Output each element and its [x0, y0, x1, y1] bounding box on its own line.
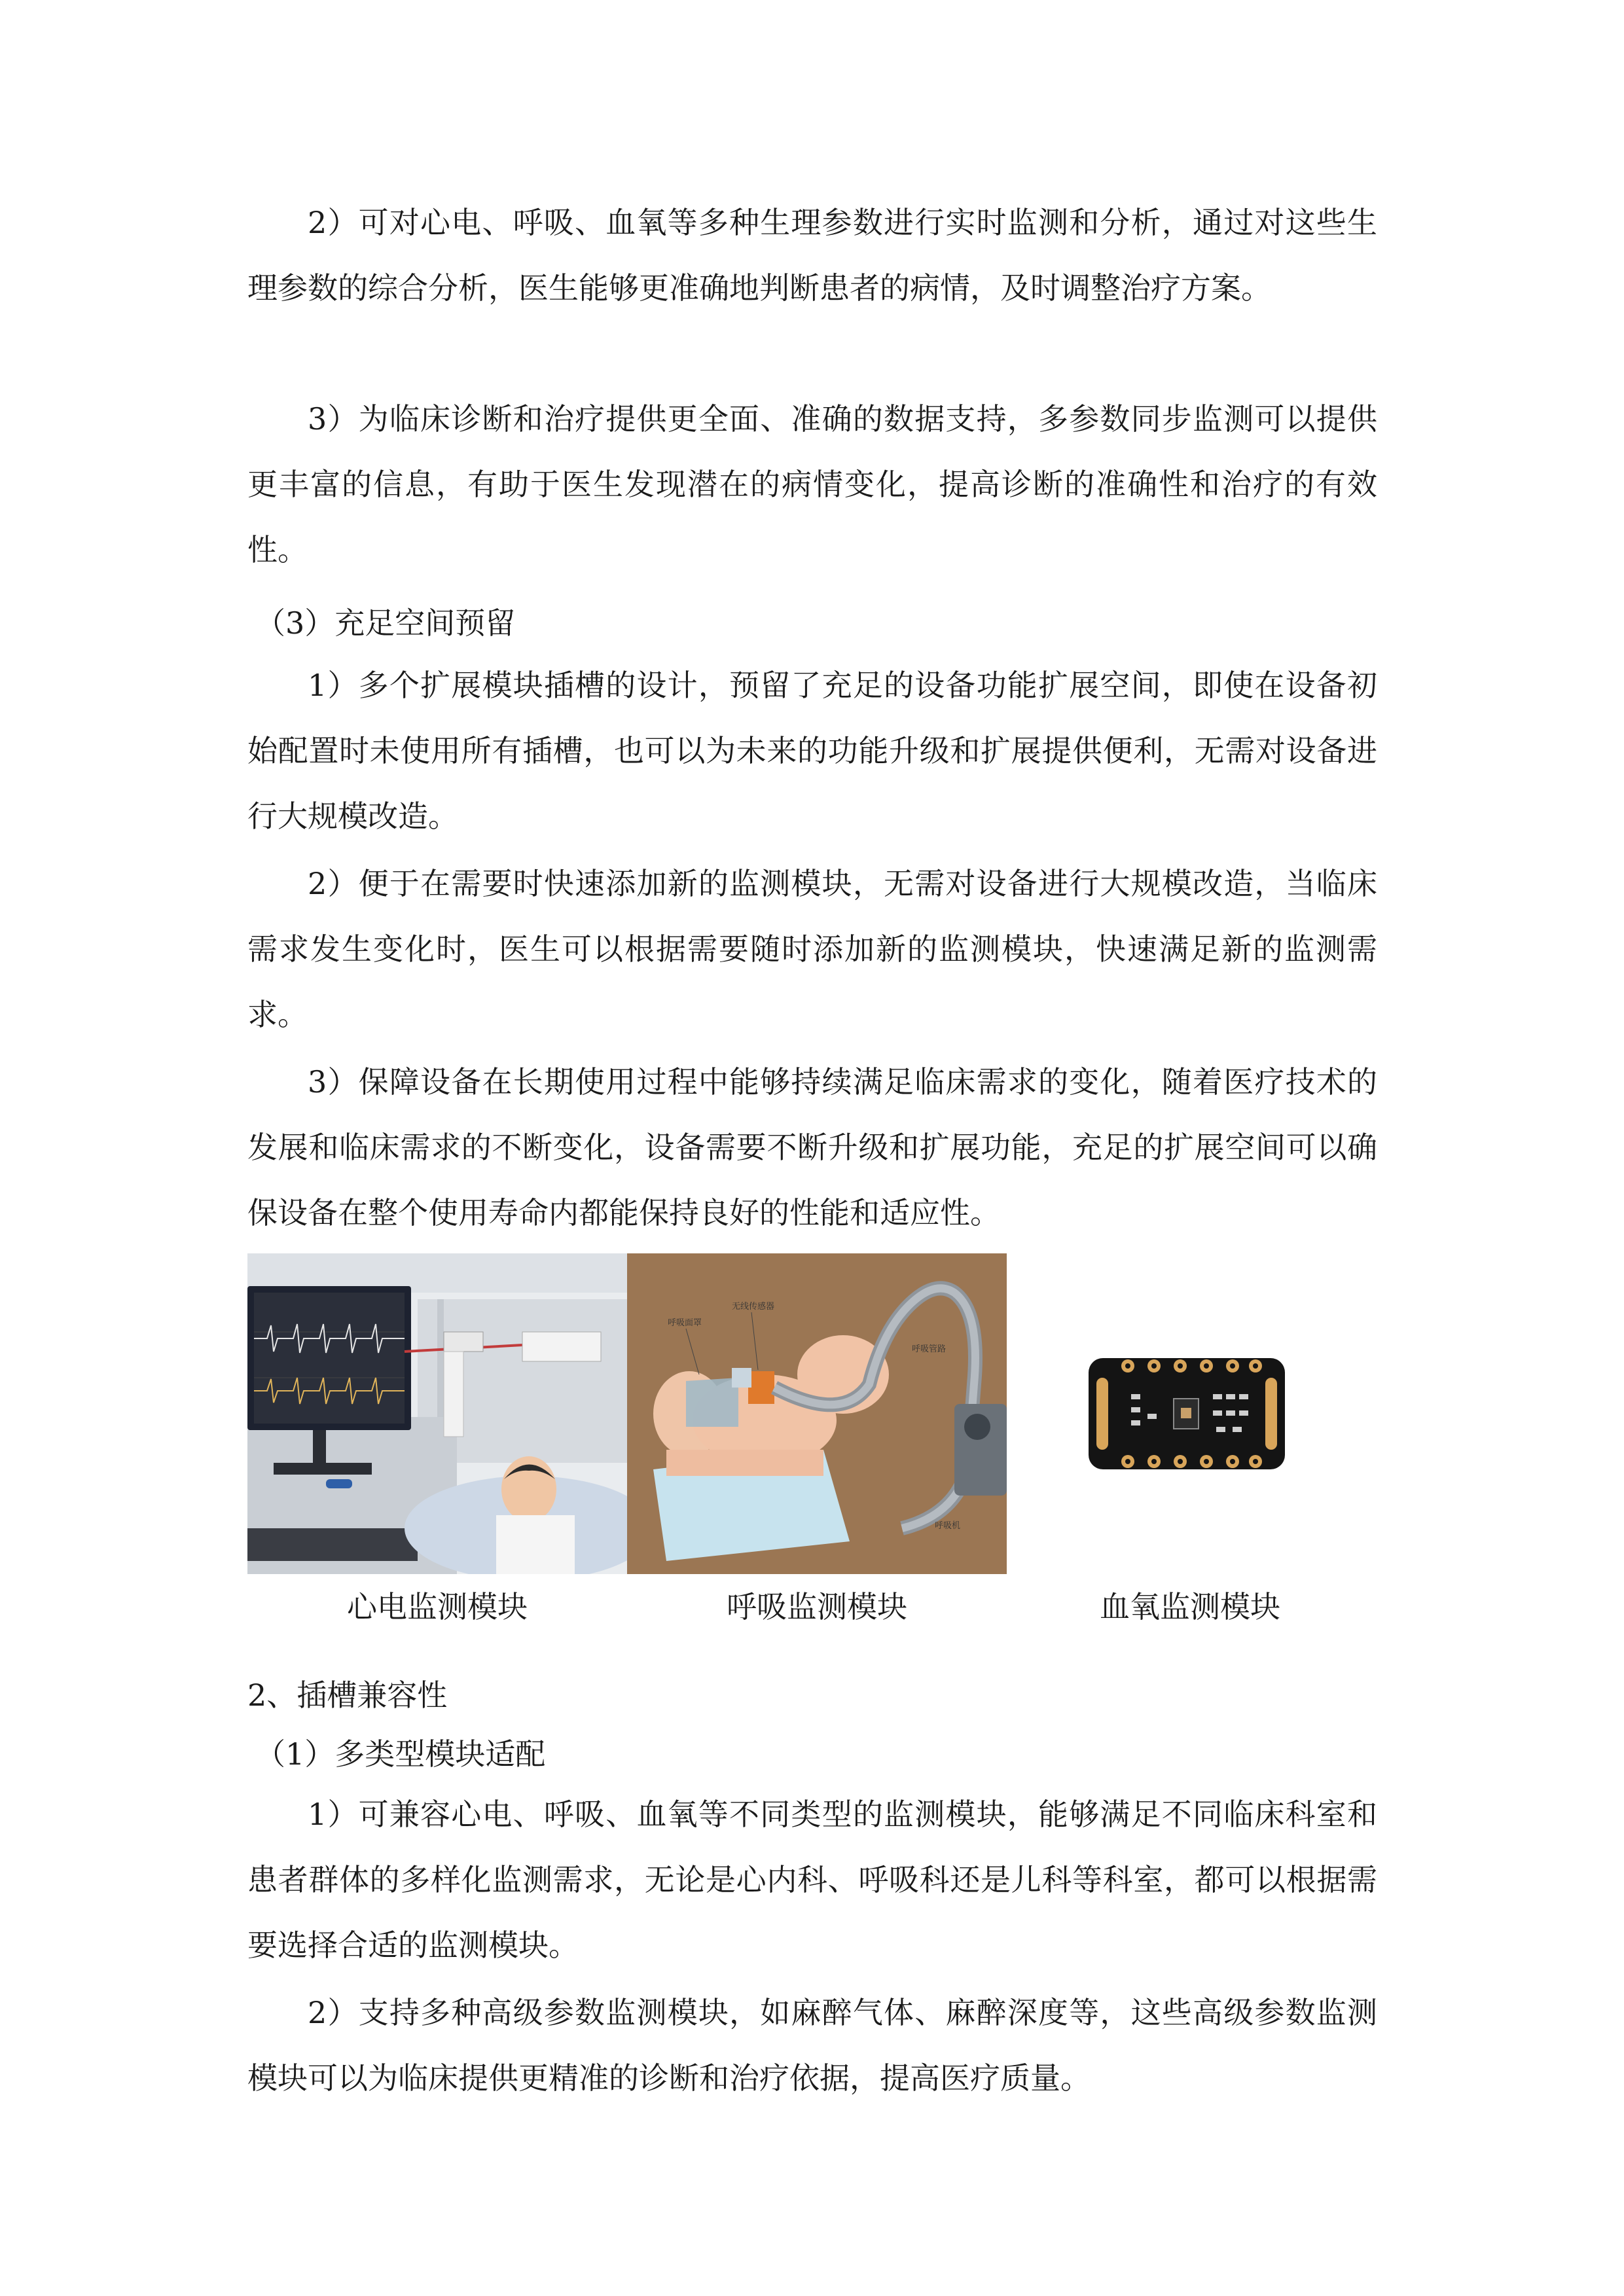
section-heading-3: （3）充足空间预留 — [255, 605, 516, 641]
section-heading-2: 2、插槽兼容性 — [247, 1677, 448, 1713]
spo2-module-image — [1007, 1253, 1377, 1574]
figure-row — [247, 1253, 1377, 1581]
paragraph-5: 3）保障设备在长期使用过程中能够持续满足临床需求的变化，随着医疗技术的发展和临床需求的不断变化，设备需要不断升级和扩展功能，充足的扩展空间可以确保设备在整个使用寿命内都能保持良好的性能和适应性。 — [247, 1064, 1377, 1230]
resp-label-ventilator: 呼吸机 — [935, 1521, 961, 1531]
paragraph-3: 1）多个扩展模块插槽的设计，预留了充足的设备功能扩展空间，即使在设备初始配置时未使用所有插槽，也可以为未来的功能升级和扩展提供便利，无需对设备进行大规模改造。 — [247, 668, 1377, 834]
resp-caption: 呼吸监测模块 — [727, 1589, 907, 1624]
ecg-module-image — [247, 1253, 627, 1574]
resp-label-tube: 呼吸管路 — [912, 1344, 947, 1354]
resp-label-sensor: 无线传感器 — [732, 1302, 775, 1312]
ecg-caption: 心电监测模块 — [347, 1589, 528, 1624]
paragraph-2: 3）为临床诊断和治疗提供更全面、准确的数据支持，多参数同步监测可以提供更丰富的信息，有助于医生发现潜在的病情变化，提高诊断的准确性和治疗的有效性。 — [247, 401, 1377, 567]
paragraph-6: 1）可兼容心电、呼吸、血氧等不同类型的监测模块，能够满足不同临床科室和患者群体的多样化监测需求，无论是心内科、呼吸科还是儿科等科室，都可以根据需要选择合适的监测模块。 — [247, 1797, 1377, 1963]
resp-label-mask: 呼吸面罩 — [668, 1318, 702, 1328]
document-page — [247, 0, 1377, 2296]
paragraph-7: 2）支持多种高级参数监测模块，如麻醉气体、麻醉深度等，这些高级参数监测模块可以为临床提供更精准的诊断和治疗依据，提高医疗质量。 — [247, 1995, 1377, 2096]
respiration-module-image — [627, 1253, 1007, 1574]
subsection-heading-1: （1）多类型模块适配 — [255, 1736, 546, 1772]
paragraph-4: 2）便于在需要时快速添加新的监测模块，无需对设备进行大规模改造，当临床需求发生变化时，医生可以根据需要随时添加新的监测模块，快速满足新的监测需求。 — [247, 866, 1377, 1032]
spo2-caption: 血氧监测模块 — [1100, 1589, 1280, 1624]
paragraph-1: 2）可对心电、呼吸、血氧等多种生理参数进行实时监测和分析，通过对这些生理参数的综合分析，医生能够更准确地判断患者的病情，及时调整治疗方案。 — [247, 205, 1377, 306]
